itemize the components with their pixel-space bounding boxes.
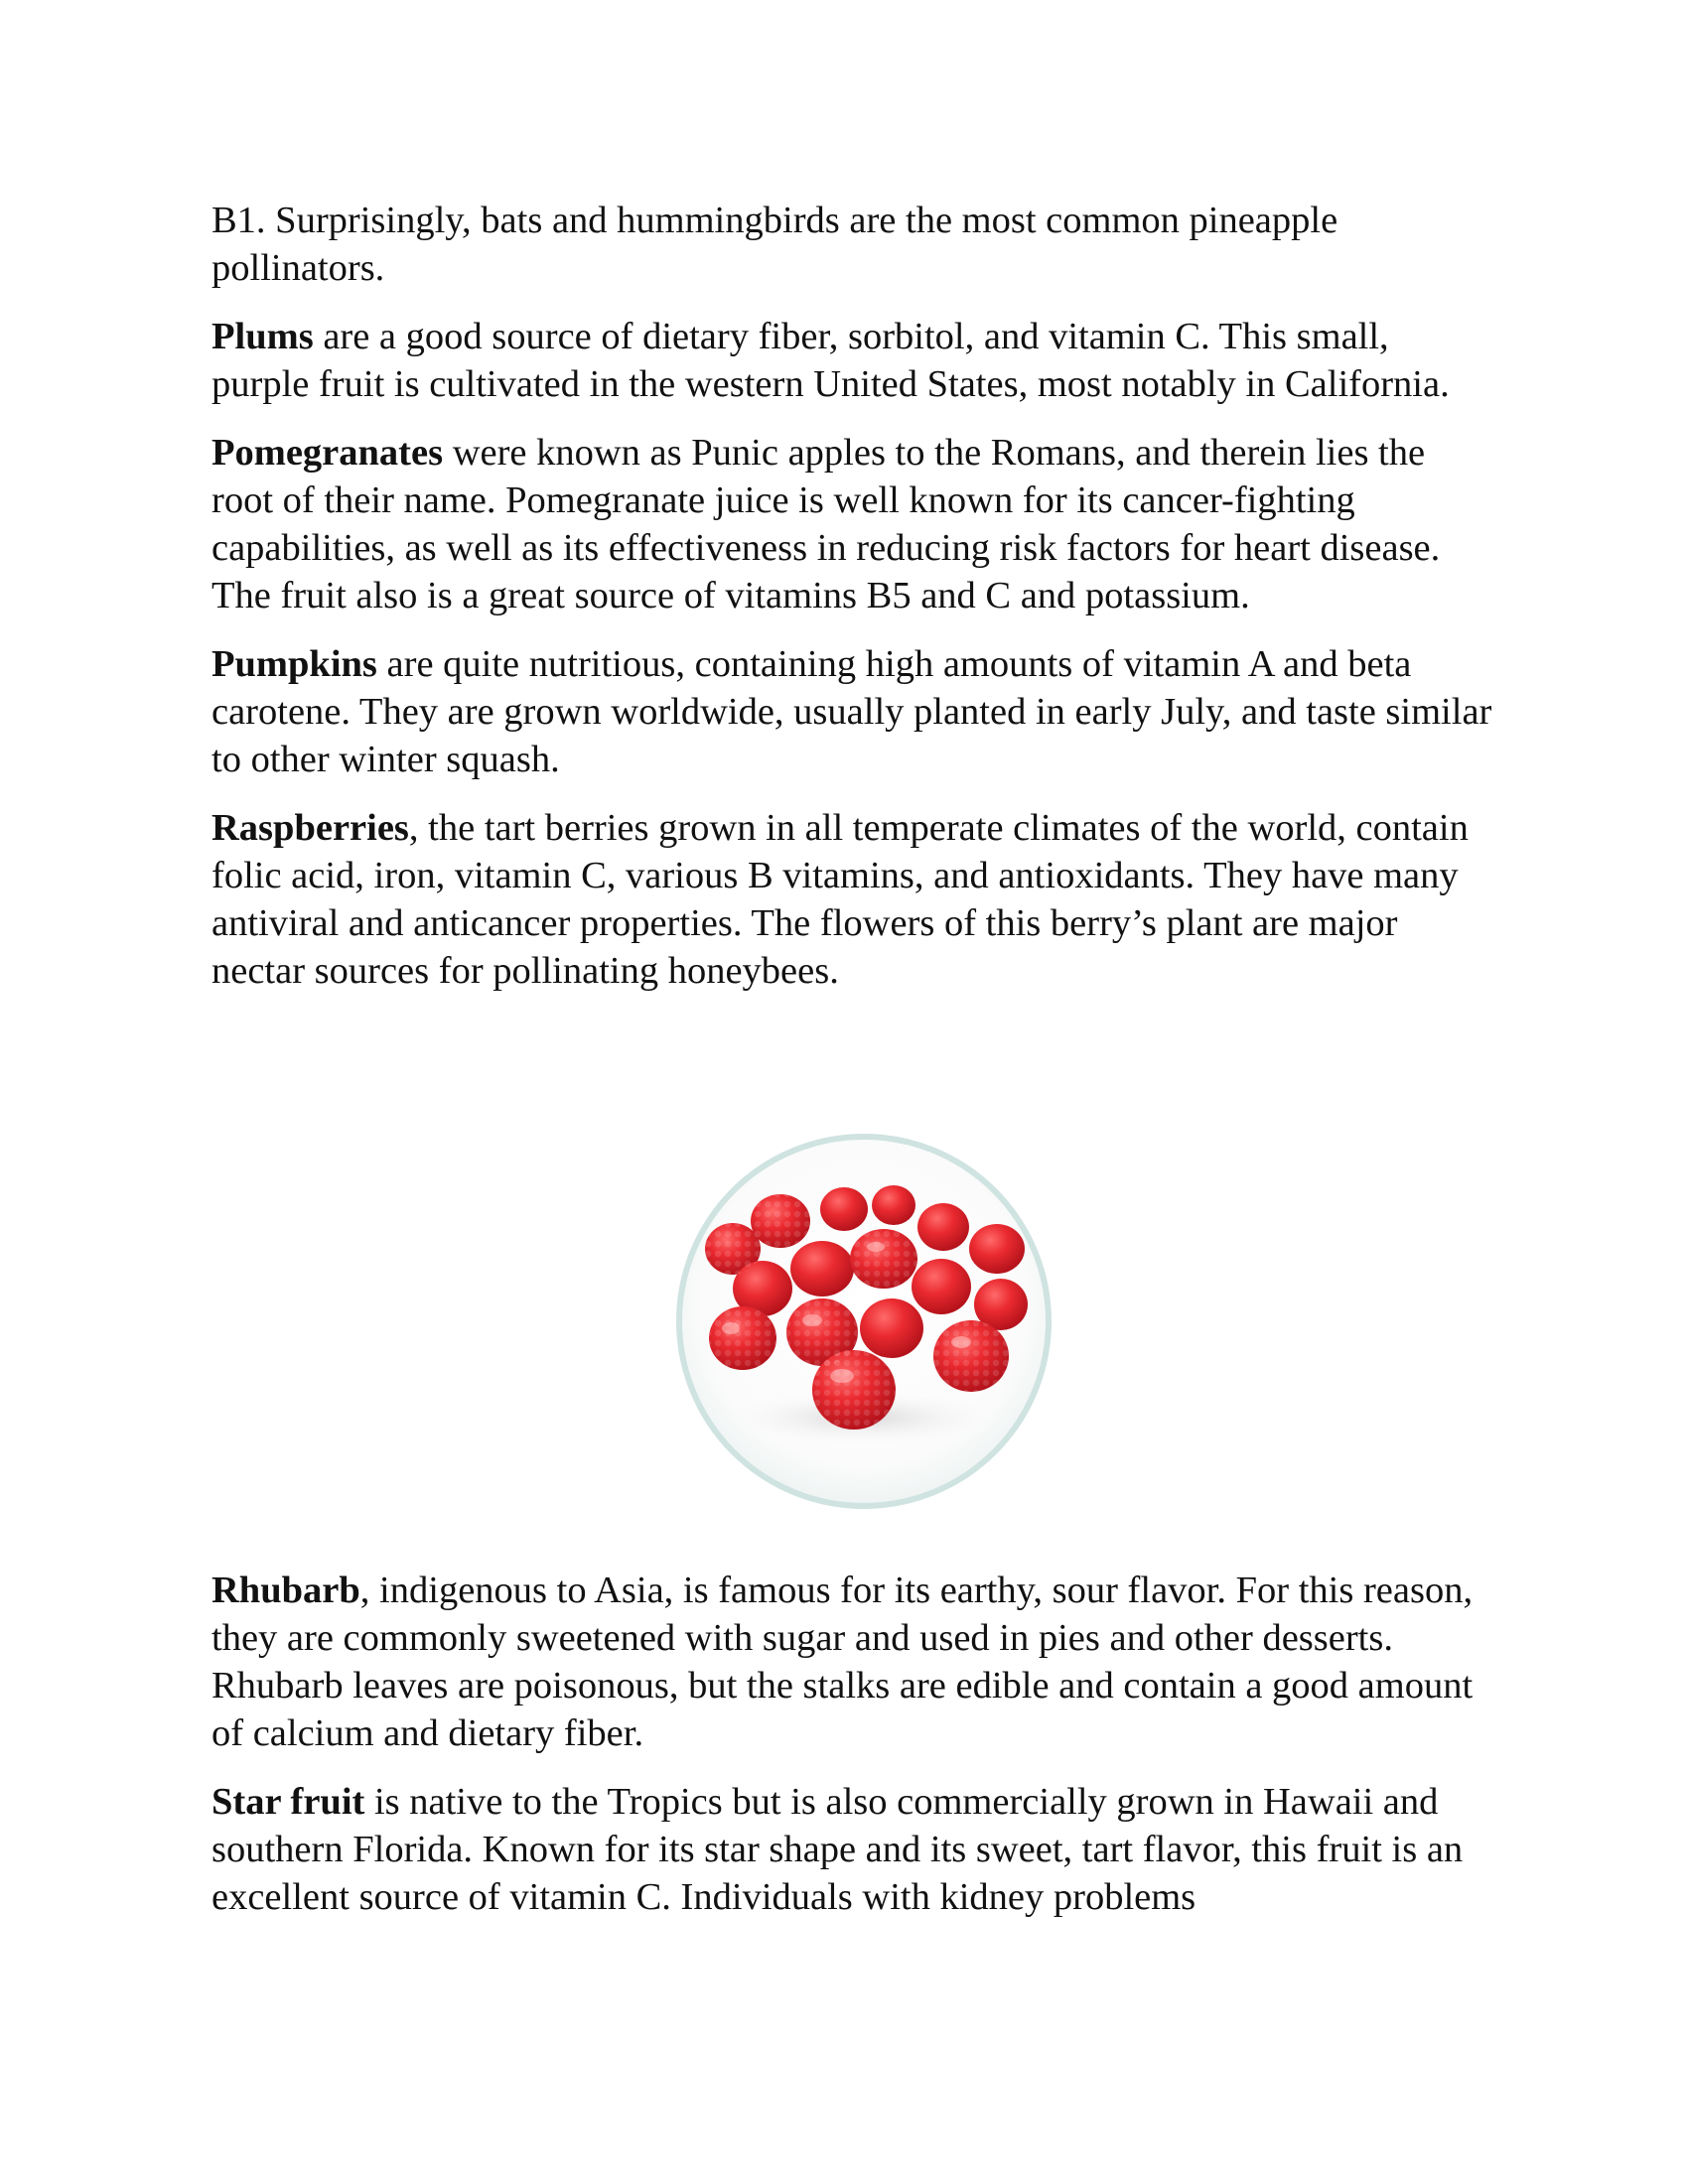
raspberries-illustration: [673, 1130, 1055, 1513]
term-pomegranates: Pomegranates: [211, 432, 444, 474]
document-body-top: [211, 197, 1492, 1016]
paragraph-text: B1. Surprisingly, bats and hummingbirds are the most common pineapple pollinators.: [211, 200, 1338, 289]
paragraph-text: are quite nutritious, containing high amounts of vitamin A and beta carotene. They are grown worldwide, usually planted in early July, and taste similar to other winter squash.: [211, 643, 1492, 780]
paragraph-pomegranates: [211, 429, 1492, 619]
paragraph-text: are a good source of dietary fiber, sorbitol, and vitamin C. This small, purple fruit is cultivated in the western United States, most notably in California.: [211, 316, 1450, 405]
term-pumpkins: Pumpkins: [211, 643, 377, 685]
paragraph-star-fruit: [211, 1778, 1492, 1921]
term-rhubarb: Rhubarb: [211, 1570, 360, 1611]
term-raspberries: Raspberries: [211, 807, 409, 849]
paragraph-raspberries: [211, 804, 1492, 995]
term-star-fruit: Star fruit: [211, 1781, 365, 1823]
paragraph-plums: [211, 313, 1492, 408]
paragraph-text: , indigenous to Asia, is famous for its earthy, sour flavor. For this reason, they are commonly sweetened with sugar and used in pies and other desserts. Rhubarb leaves are poisonous, but the stalks are edible and contain a good amount of calcium and dietary fiber.: [211, 1570, 1474, 1754]
paragraph-pineapple-fact: [211, 197, 1492, 292]
paragraph-text: , the tart berries grown in all temperate climates of the world, contain folic acid, iron, vitamin C, various B vitamins, and antioxidants. They have many antiviral and anticancer properties. The flowers of this berry’s plant are major nectar sources for pollinating honeybees.: [211, 807, 1469, 992]
paragraph-rhubarb: [211, 1567, 1492, 1757]
paragraph-text: is native to the Tropics but is also commercially grown in Hawaii and southern Florida. Known for its star shape and its sweet, tart flavor, this fruit is an excellent source of vitamin C. Individuals with kidney problems: [211, 1781, 1464, 1918]
raspberries-photo-icon: [673, 1130, 1055, 1513]
term-plums: Plums: [211, 316, 314, 357]
document-body-bottom: [211, 1567, 1492, 1942]
paragraph-text: were known as Punic apples to the Romans, and therein lies the root of their name. Pomegranate juice is well known for its cancer-fighting capabilities, as well as its effectiveness in reducing risk factors for heart disease. The fruit also is a great source of vitamins B5 and C and potassium.: [211, 432, 1441, 616]
paragraph-pumpkins: [211, 640, 1492, 783]
